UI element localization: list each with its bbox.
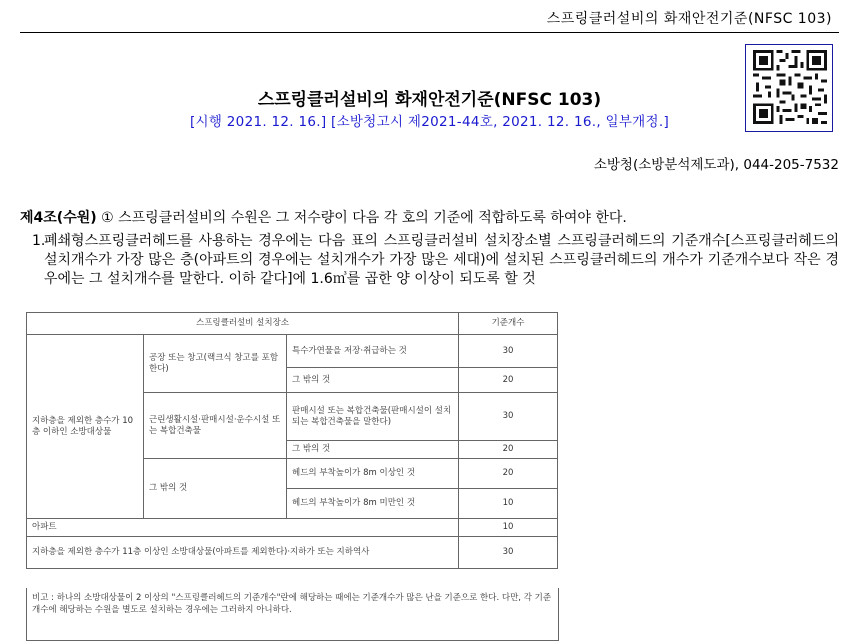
table-header-count: 기준개수 (459, 313, 558, 335)
row-high-rise: 지하층을 제외한 층수가 11층 이상인 소방대상물(아파트를 제외한다)·지하가 또는 지하역사 (27, 537, 459, 569)
table-note: 비고 : 하나의 소방대상물이 2 이상의 "스프링클러헤드의 기준개수"란에 해당하는 때에는 기준개수가 많은 난을 기준으로 한다. 다만, 각 기준개수에 해당하는 수원을 별도로 설치하는 경우에는 그러하지 아니하다. (26, 588, 559, 641)
cell-head-height-high: 헤드의 부착높이가 8m 이상인 것 (287, 459, 459, 489)
agency-contact: 소방청(소방분석제도과), 044-205-7532 (593, 157, 839, 173)
document-subtitle-link[interactable]: [시행 2021. 12. 16.] [소방청고시 제2021-44호, 2021. 12. 16., 일부개정.] (189, 114, 670, 130)
row-apartment: 아파트 (27, 519, 459, 537)
count-cell: 20 (459, 441, 558, 459)
article-text: ① 스프링클러설비의 수원은 그 저수량이 다음 각 호의 기준에 적합하도록 하여야 한다. (96, 210, 627, 226)
count-cell: 20 (459, 368, 558, 393)
sub-factory-warehouse: 공장 또는 창고(랙크식 창고를 포함한다) (144, 335, 287, 393)
cell-special-combustible: 특수가연물을 저장·취급하는 것 (287, 335, 459, 368)
cell-head-height-low: 헤드의 부착높이가 8m 미만인 것 (287, 489, 459, 519)
article-label: 제4조(수원) (20, 210, 97, 226)
cell-retail-complex: 판매시설 또는 복합건축물(판매시설이 설치되는 복합건축물을 말한다) (287, 393, 459, 441)
row-group-low-rise: 지하층을 제외한 층수가 10층 이하인 소방대상물 (27, 335, 144, 519)
item-text: 폐쇄형스프링클러헤드를 사용하는 경우에는 다음 표의 스프링클러설비 설치장소별 스프링클러헤드의 기준개수[스프링클러헤드의 설치개수가 가장 많은 층(아파트의 경우에는 설치개수가 가장 많은 세대)에 설치된 스프링클러헤드의 개수가 기준개수보다 작은 경우에는 그 설치개수를 말한다. 이하 같다]에 1.6㎥를 곱한 양 이상이 되도록 할 것 (44, 233, 839, 287)
document-title: 스프링클러설비의 화재안전기준(NFSC 103) (257, 90, 602, 110)
article-4-paragraph (20, 209, 839, 228)
cell-factory-other: 그 밖의 것 (287, 368, 459, 393)
article-item-1 (32, 232, 839, 289)
item-number: 1. (32, 233, 46, 249)
header-divider (20, 32, 839, 33)
sub-retail-facility: 근린생활시설·판매시설·운수시설 또는 복합건축물 (144, 393, 287, 459)
count-cell: 10 (459, 489, 558, 519)
count-cell: 10 (459, 519, 558, 537)
count-cell: 30 (459, 537, 558, 569)
running-header: 스프링클러설비의 화재안전기준(NFSC 103) (546, 11, 832, 27)
count-cell: 20 (459, 459, 558, 489)
sub-other: 그 밖의 것 (144, 459, 287, 519)
table-header-place: 스프링클러설비 설치장소 (27, 313, 459, 335)
sprinkler-standard-table (26, 312, 558, 569)
count-cell: 30 (459, 335, 558, 368)
cell-retail-other: 그 밖의 것 (287, 441, 459, 459)
count-cell: 30 (459, 393, 558, 441)
